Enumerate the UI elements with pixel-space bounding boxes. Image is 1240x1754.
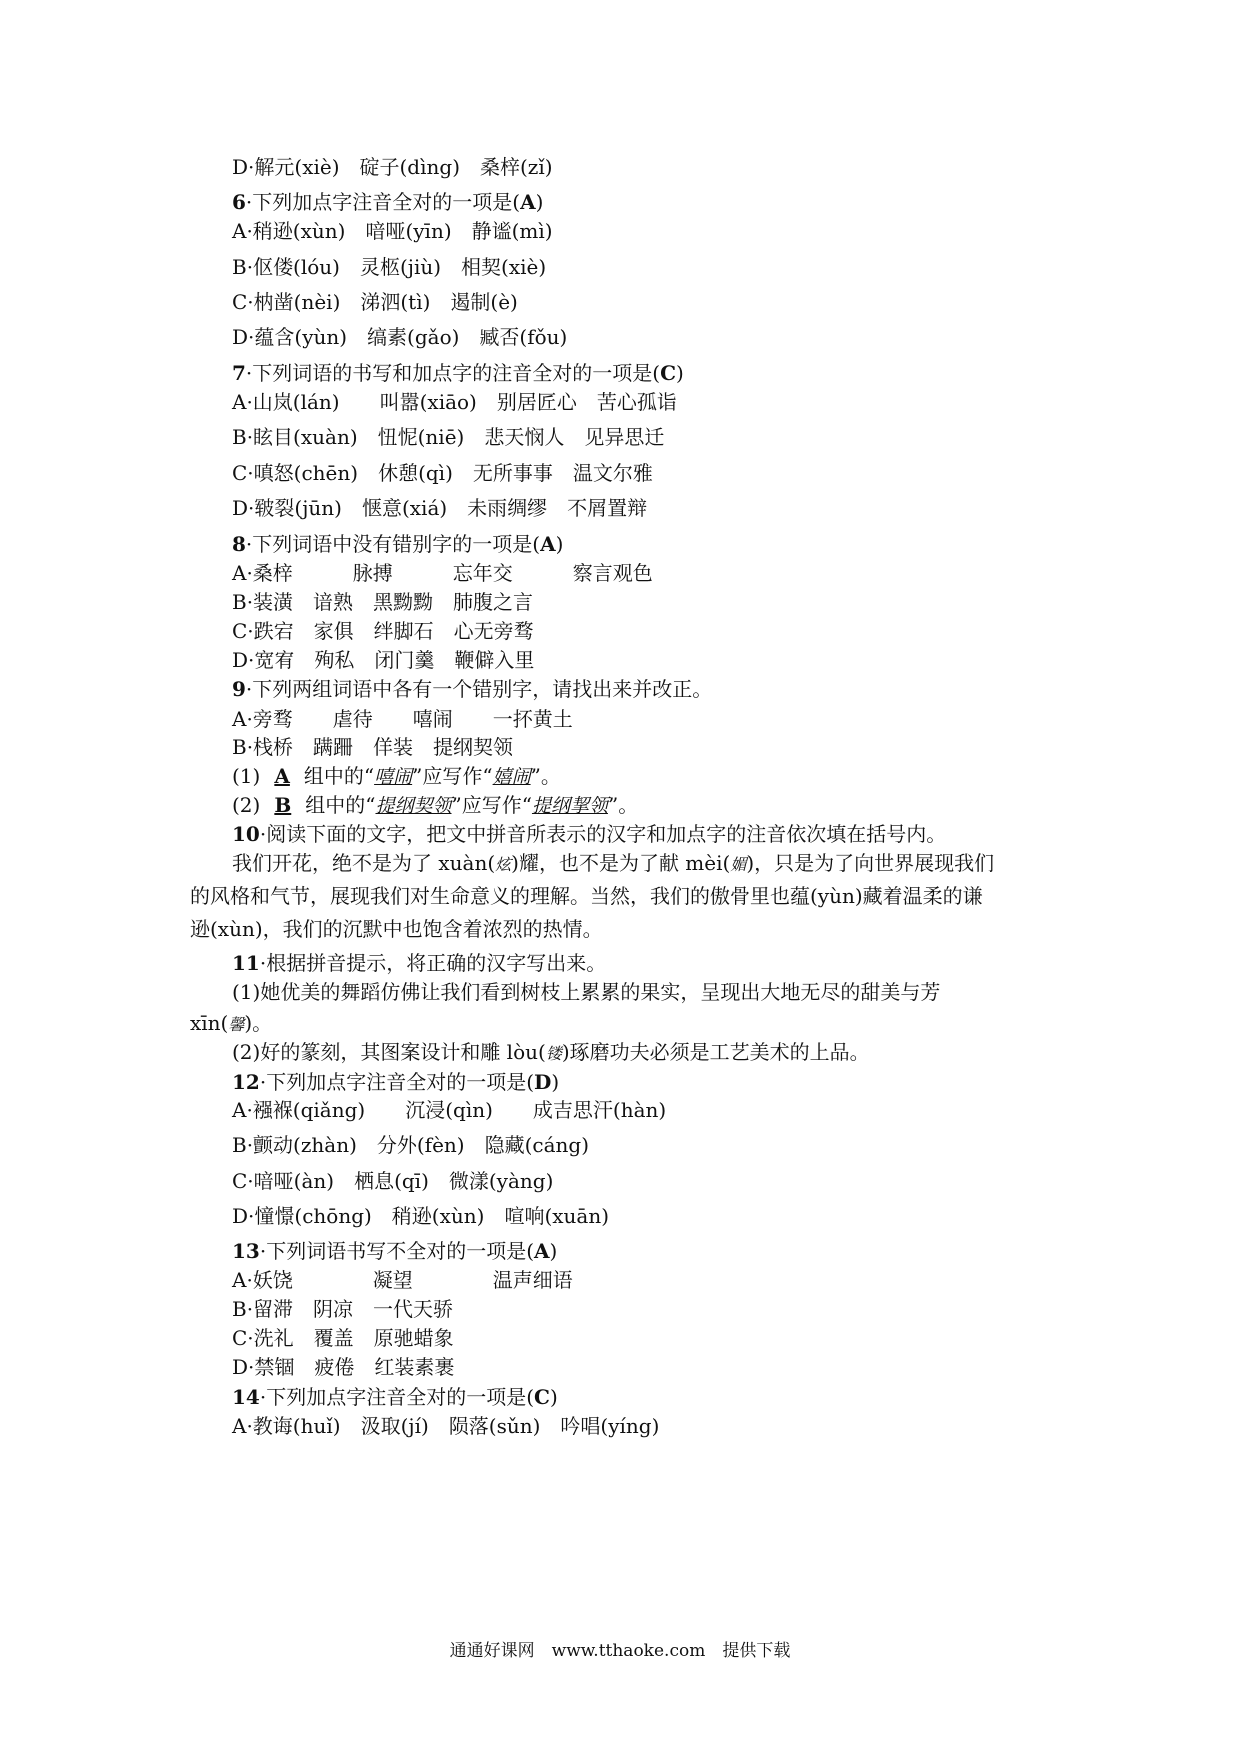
- line-text: C·嗔怒(chēn) 休憩(qì) 无所事事 温文尔雅: [232, 461, 653, 485]
- line-text: B·栈桥 蹒跚 佯装 提纲契领: [232, 735, 514, 759]
- text-line: [190, 1164, 553, 1198]
- page-footer: 通通好课网 www.tthaoke.com 提供下载: [449, 1641, 791, 1661]
- text-line: [190, 385, 677, 419]
- handwritten-answer: 媚: [730, 855, 747, 874]
- line-text: ): [551, 1070, 560, 1094]
- line-text: ): [549, 1385, 558, 1409]
- line-text: )。: [244, 1011, 273, 1035]
- line-text: ·下列加点字注音全对的一项是(: [245, 190, 521, 214]
- line-text: B·眩目(xuàn) 忸怩(niē) 悲天悯人 见异思迁: [232, 425, 665, 449]
- line-text: ): [555, 532, 564, 556]
- line-text: ·下列两组词语中各有一个错别字，请找出来并改正。: [245, 677, 713, 701]
- line-text: xīn(: [190, 1011, 229, 1035]
- line-text: A·桑梓 脉搏 忘年交 察言观色: [232, 561, 653, 585]
- answer-letter: D: [534, 1070, 552, 1094]
- question-number: 8: [232, 532, 246, 556]
- line-text: )琢磨功夫必须是工艺美术的上品。: [561, 1040, 870, 1064]
- handwritten-correct: 提纲挈领: [531, 795, 608, 817]
- text-line: [190, 1128, 589, 1162]
- fill-text: 组中的“: [305, 793, 376, 817]
- text-line: [190, 491, 647, 525]
- handwritten-wrong: 提纲契领: [375, 795, 452, 817]
- fill-prefix: (2): [232, 793, 261, 817]
- line-text: B·装潢 谙熟 黑黝黝 肺腹之言: [232, 590, 534, 614]
- fill-text: ”应写作“: [412, 764, 493, 788]
- question-number: 10: [232, 822, 260, 846]
- line-text: (2)好的篆刻，其图案设计和雕 lòu(: [232, 1040, 546, 1064]
- question-number: 13: [232, 1239, 260, 1263]
- fill-answer: B: [274, 793, 292, 817]
- question-number: 6: [232, 190, 246, 214]
- fill-text: ”应写作“: [451, 793, 532, 817]
- line-text: A·山岚(lán) 叫嚣(xiāo) 别居匠心 苦心孤诣: [232, 390, 677, 414]
- line-text: )，只是为了向世界展现我们: [746, 851, 995, 875]
- question-line: [190, 672, 712, 706]
- text-line: [190, 456, 653, 490]
- text-line: [190, 846, 994, 880]
- line-text: C·洗礼 覆盖 原驰蜡象: [232, 1326, 454, 1350]
- question-number: 14: [232, 1385, 260, 1409]
- handwritten-answer: 馨: [228, 1015, 245, 1034]
- answer-letter: C: [660, 361, 677, 385]
- line-text: ·下列词语的书写和加点字的注音全对的一项是(: [245, 361, 661, 385]
- line-text: B·颤动(zhàn) 分外(fèn) 隐藏(cáng): [232, 1133, 590, 1157]
- line-text: A·教诲(huǐ) 汲取(jí) 陨落(sǔn) 吟唱(yíng): [232, 1414, 660, 1438]
- handwritten-answer: 炫: [495, 855, 512, 874]
- handwritten-correct: 嬉闹: [492, 766, 531, 788]
- handwritten-answer: 镂: [545, 1044, 562, 1063]
- text-line: [190, 250, 546, 284]
- text-line: [190, 420, 664, 454]
- line-text: C·跌宕 家俱 绊脚石 心无旁骛: [232, 619, 534, 643]
- line-text: ): [535, 190, 544, 214]
- line-text: D·蕴含(yùn) 缟素(gǎo) 臧否(fǒu): [232, 325, 568, 349]
- text-line: [190, 214, 553, 248]
- line-text: B·留滞 阴凉 一代天骄: [232, 1297, 454, 1321]
- line-text: C·枘凿(nèi) 涕泗(tì) 遏制(è): [232, 290, 518, 314]
- text-line: [190, 320, 567, 354]
- line-text: ·下列词语中没有错别字的一项是(: [245, 532, 541, 556]
- fill-text: ”。: [607, 793, 639, 817]
- line-text: C·喑哑(àn) 栖息(qī) 微漾(yàng): [232, 1169, 554, 1193]
- line-text: B·伛偻(lóu) 灵柩(jiù) 相契(xiè): [232, 255, 547, 279]
- line-text: 逊(xùn)，我们的沉默中也饱含着浓烈的热情。: [190, 917, 603, 941]
- line-text: ·下列词语书写不全对的一项是(: [259, 1239, 535, 1263]
- line-text: A·旁骛 虐待 嘻闹 一抔黄土: [232, 707, 573, 731]
- text-line: [190, 285, 518, 319]
- line-text: ·下列加点字注音全对的一项是(: [259, 1070, 535, 1094]
- line-text: (1)她优美的舞蹈仿佛让我们看到树枝上累累的果实，呈现出大地无尽的甜美与芳: [232, 980, 941, 1004]
- handwritten-wrong: 嘻闹: [374, 766, 413, 788]
- line-text: ): [549, 1239, 558, 1263]
- text-line: [190, 1035, 870, 1069]
- text-line: [190, 879, 983, 913]
- line-text: ·阅读下面的文字，把文中拼音所表示的汉字和加点字的注音依次填在括号内。: [259, 822, 947, 846]
- text-line: [190, 975, 940, 1009]
- fill-answer: A: [274, 764, 290, 788]
- answer-letter: A: [540, 532, 556, 556]
- line-text: A·襁褓(qiǎng) 沉浸(qìn) 成吉思汗(hàn): [232, 1098, 667, 1122]
- fill-text: ”。: [530, 764, 561, 788]
- line-text: D·宽宥 殉私 闭门羹 鞭僻入里: [232, 648, 535, 672]
- line-text: A·妖饶 凝望 温声细语: [232, 1268, 573, 1292]
- text-line: [190, 150, 553, 184]
- line-text: ): [676, 361, 684, 385]
- text-line: [190, 912, 603, 946]
- text-line: [190, 1199, 609, 1233]
- fill-text: 组中的“: [303, 764, 375, 788]
- line-text: D·解元(xiè) 碇子(dìng) 桑梓(zǐ): [232, 155, 553, 179]
- question-number: 11: [232, 951, 260, 975]
- line-text: D·憧憬(chōng) 稍逊(xùn) 喧响(xuān): [232, 1204, 610, 1228]
- line-text: A·稍逊(xùn) 喑哑(yīn) 静谧(mì): [232, 219, 553, 243]
- line-text: D·皲裂(jūn) 惬意(xiá) 未雨绸缪 不屑置辩: [232, 496, 648, 520]
- question-number: 7: [232, 361, 246, 385]
- line-text: 的风格和气节，展现我们对生命意义的理解。当然，我们的傲骨里也蕴(yùn)藏着温柔的谦: [190, 884, 983, 908]
- line-text: D·禁锢 疲倦 红装素裹: [232, 1355, 455, 1379]
- line-text: ·根据拼音提示，将正确的汉字写出来。: [259, 951, 607, 975]
- text-line: [190, 1409, 659, 1443]
- line-text: )耀，也不是为了献 mèi(: [511, 851, 731, 875]
- answer-letter: C: [534, 1385, 550, 1409]
- question-number: 12: [232, 1070, 260, 1094]
- answer-letter: A: [520, 190, 536, 214]
- line-text: 我们开花，绝不是为了 xuàn(: [232, 851, 496, 875]
- text-line: [190, 1093, 666, 1127]
- line-text: ·下列加点字注音全对的一项是(: [259, 1385, 535, 1409]
- question-number: 9: [232, 677, 246, 701]
- answer-letter: A: [534, 1239, 550, 1263]
- fill-prefix: (1): [232, 764, 261, 788]
- text-line: [190, 1350, 454, 1384]
